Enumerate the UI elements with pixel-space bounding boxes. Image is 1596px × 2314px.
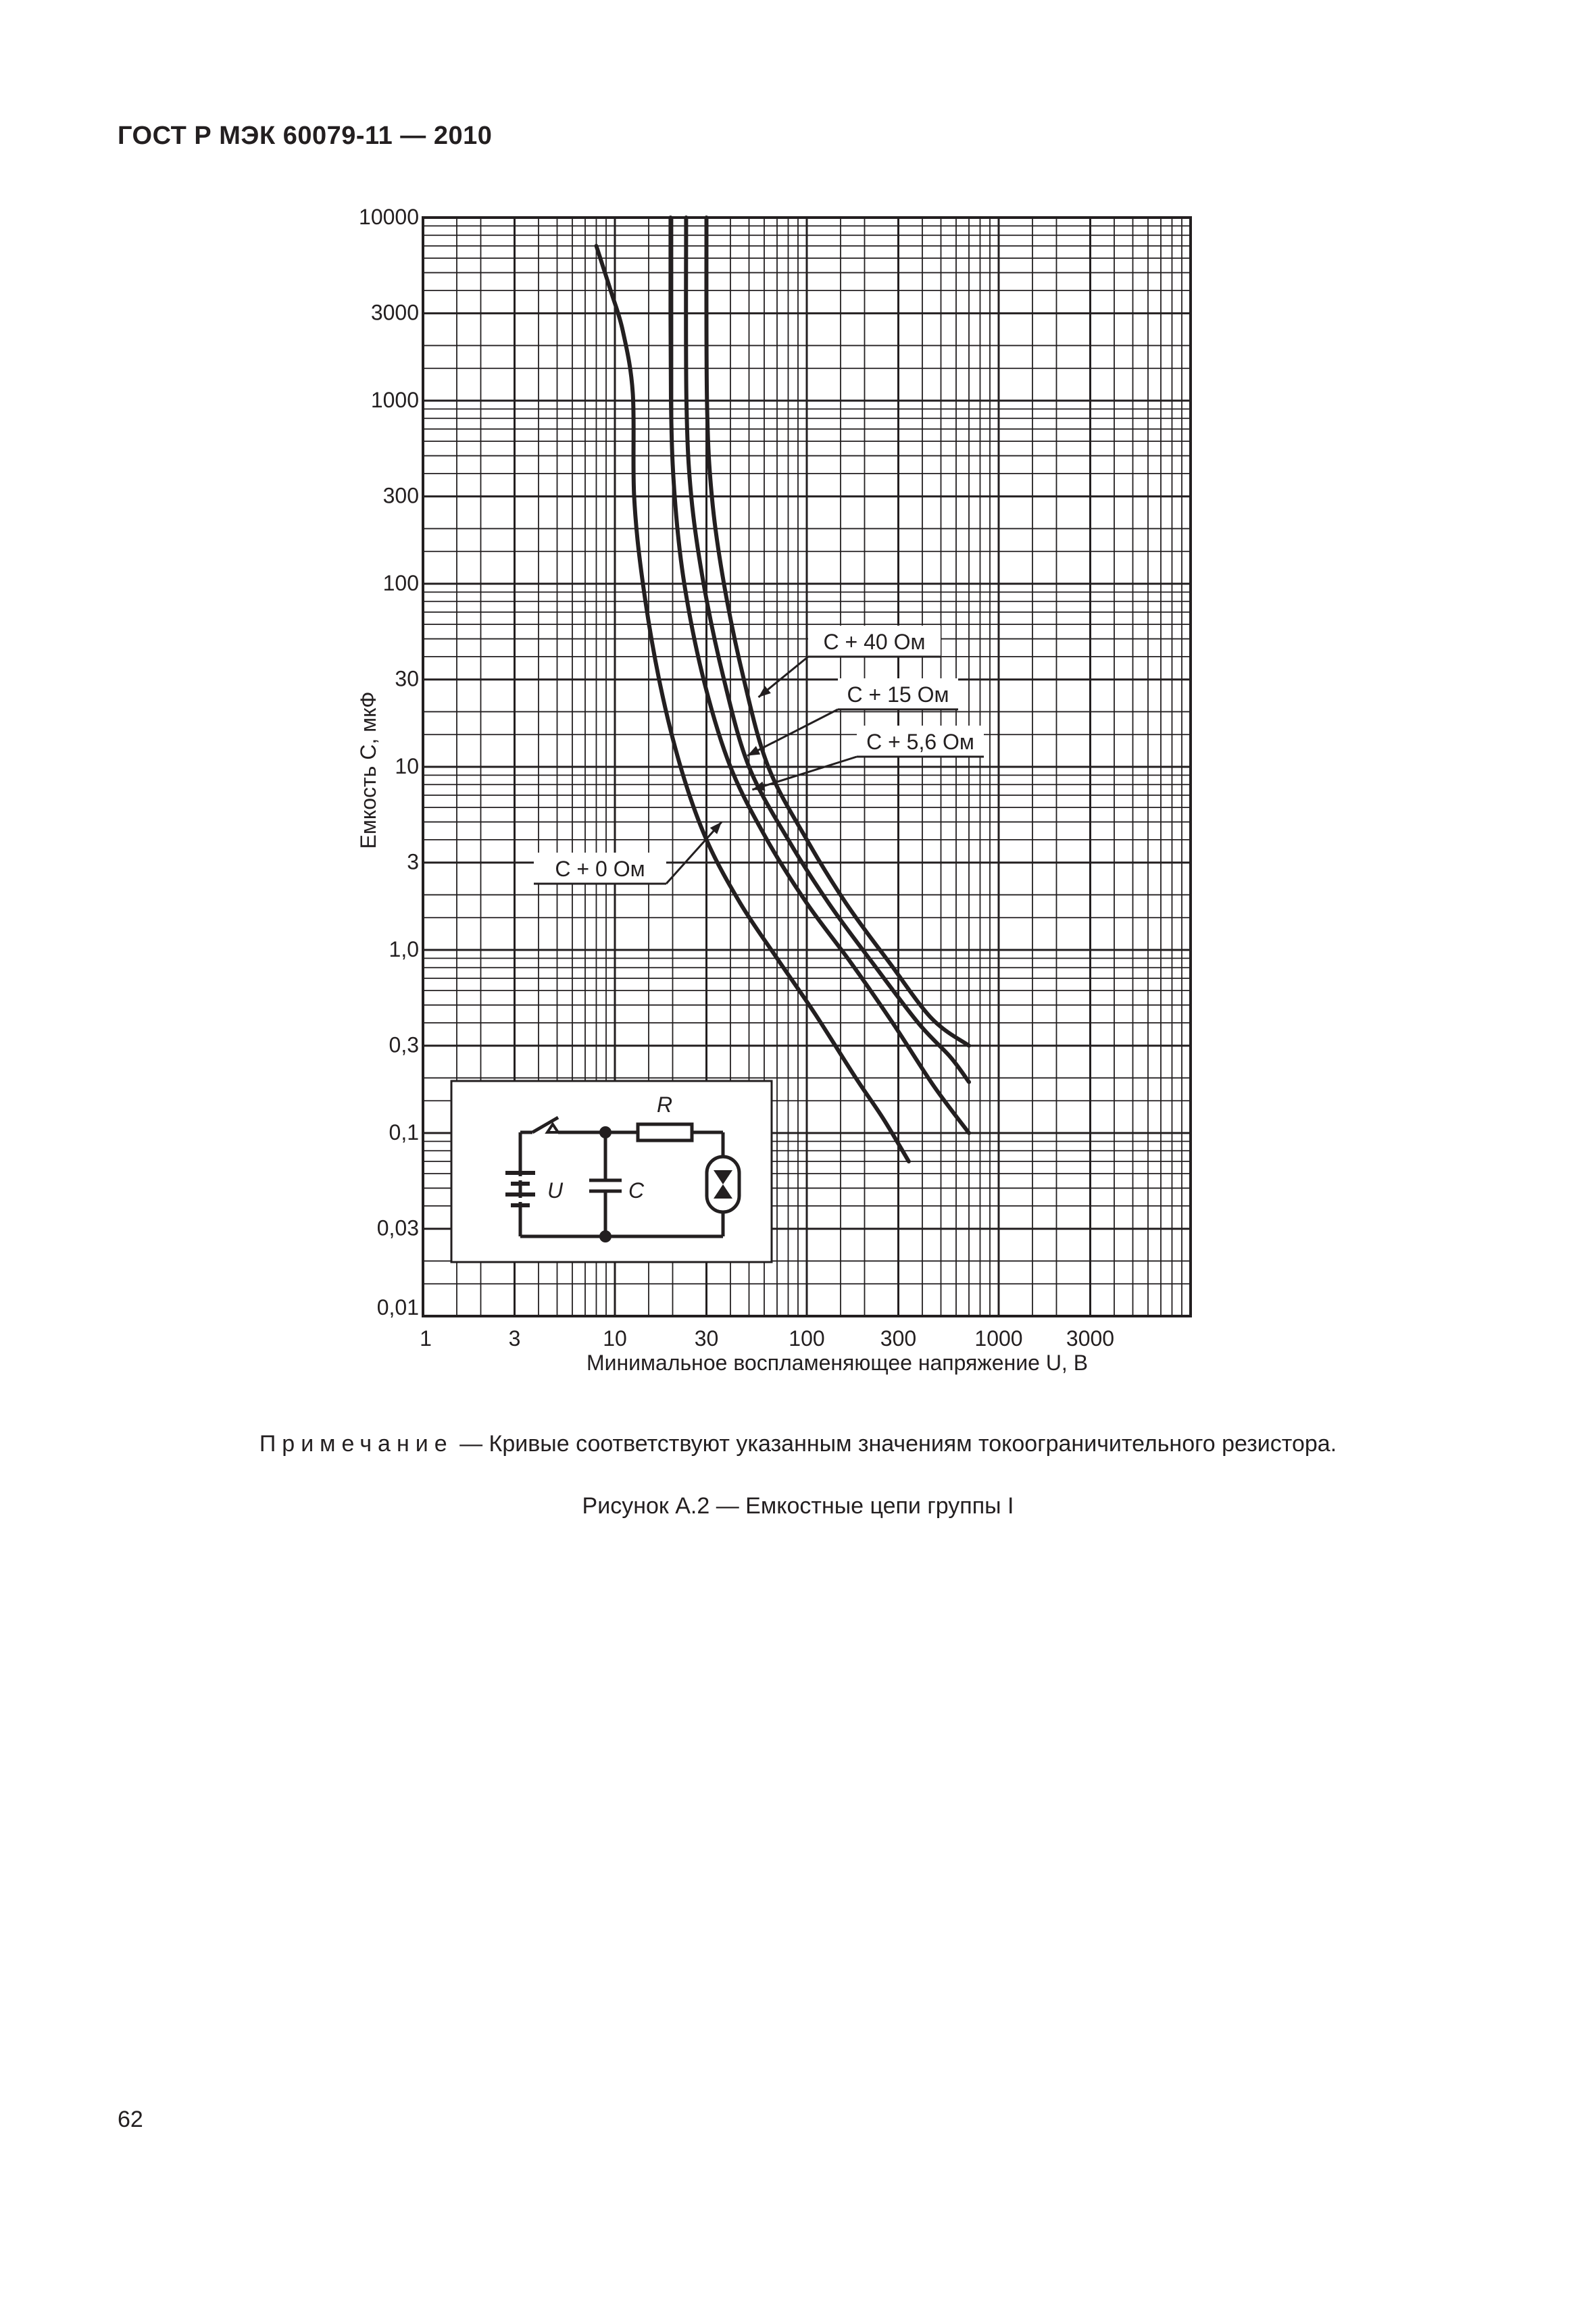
circuit-inset (451, 1081, 772, 1262)
x-tick-label: 30 (694, 1326, 719, 1351)
label-r: R (657, 1092, 673, 1117)
label-u: U (547, 1178, 564, 1203)
x-axis-label: Минимальное воспламеняющее напряжение U, В (586, 1351, 1089, 1375)
annotation-leader (747, 709, 838, 756)
y-tick-label: 0,03 (376, 1215, 419, 1240)
x-tick-label: 300 (880, 1326, 917, 1351)
document-header: ГОСТ Р МЭК 60079-11 — 2010 (118, 122, 493, 150)
note-text: — Кривые соответствуют указанным значениям токоограничительного резистора. (453, 1431, 1337, 1457)
y-tick-label: 3000 (370, 300, 419, 325)
x-tick-label: 3 (508, 1326, 521, 1351)
annotation-label: C + 5,6 Ом (866, 730, 974, 754)
y-axis-label: Емкость C, мкФ (356, 691, 380, 849)
y-tick-label: 100 (382, 571, 419, 595)
resistor-icon (638, 1124, 692, 1140)
annotation-label: C + 0 Ом (555, 857, 645, 881)
page-number: 62 (118, 2107, 143, 2132)
y-tick-label: 0,01 (376, 1295, 419, 1319)
label-c: C (628, 1178, 645, 1203)
figure-note (0, 1431, 1596, 1457)
y-tick-label: 3 (407, 849, 419, 874)
x-tick-label: 3000 (1066, 1326, 1115, 1351)
annotation-label: C + 15 Ом (847, 682, 949, 707)
x-tick-label: 10 (603, 1326, 627, 1351)
annotation-label: C + 40 Ом (823, 630, 926, 654)
y-tick-label: 0,3 (389, 1032, 419, 1057)
x-tick-label: 1000 (974, 1326, 1023, 1351)
y-tick-label: 0,1 (389, 1120, 419, 1145)
y-tick-label: 300 (382, 483, 419, 508)
y-tick-label: 30 (395, 666, 419, 691)
y-tick-label: 1000 (370, 388, 419, 412)
curve-series-1 (670, 218, 969, 1133)
x-tick-label: 1 (420, 1326, 432, 1351)
figure-caption: Рисунок А.2 — Емкостные цепи группы I (582, 1493, 1014, 1519)
x-tick-label: 100 (789, 1326, 825, 1351)
curve-annotations (534, 626, 984, 884)
y-tick-label: 10000 (359, 205, 419, 229)
y-tick-label: 1,0 (389, 937, 419, 961)
x-tick-labels (420, 1326, 1114, 1351)
note-lead: Примечание (259, 1431, 453, 1457)
y-tick-label: 10 (395, 754, 419, 778)
